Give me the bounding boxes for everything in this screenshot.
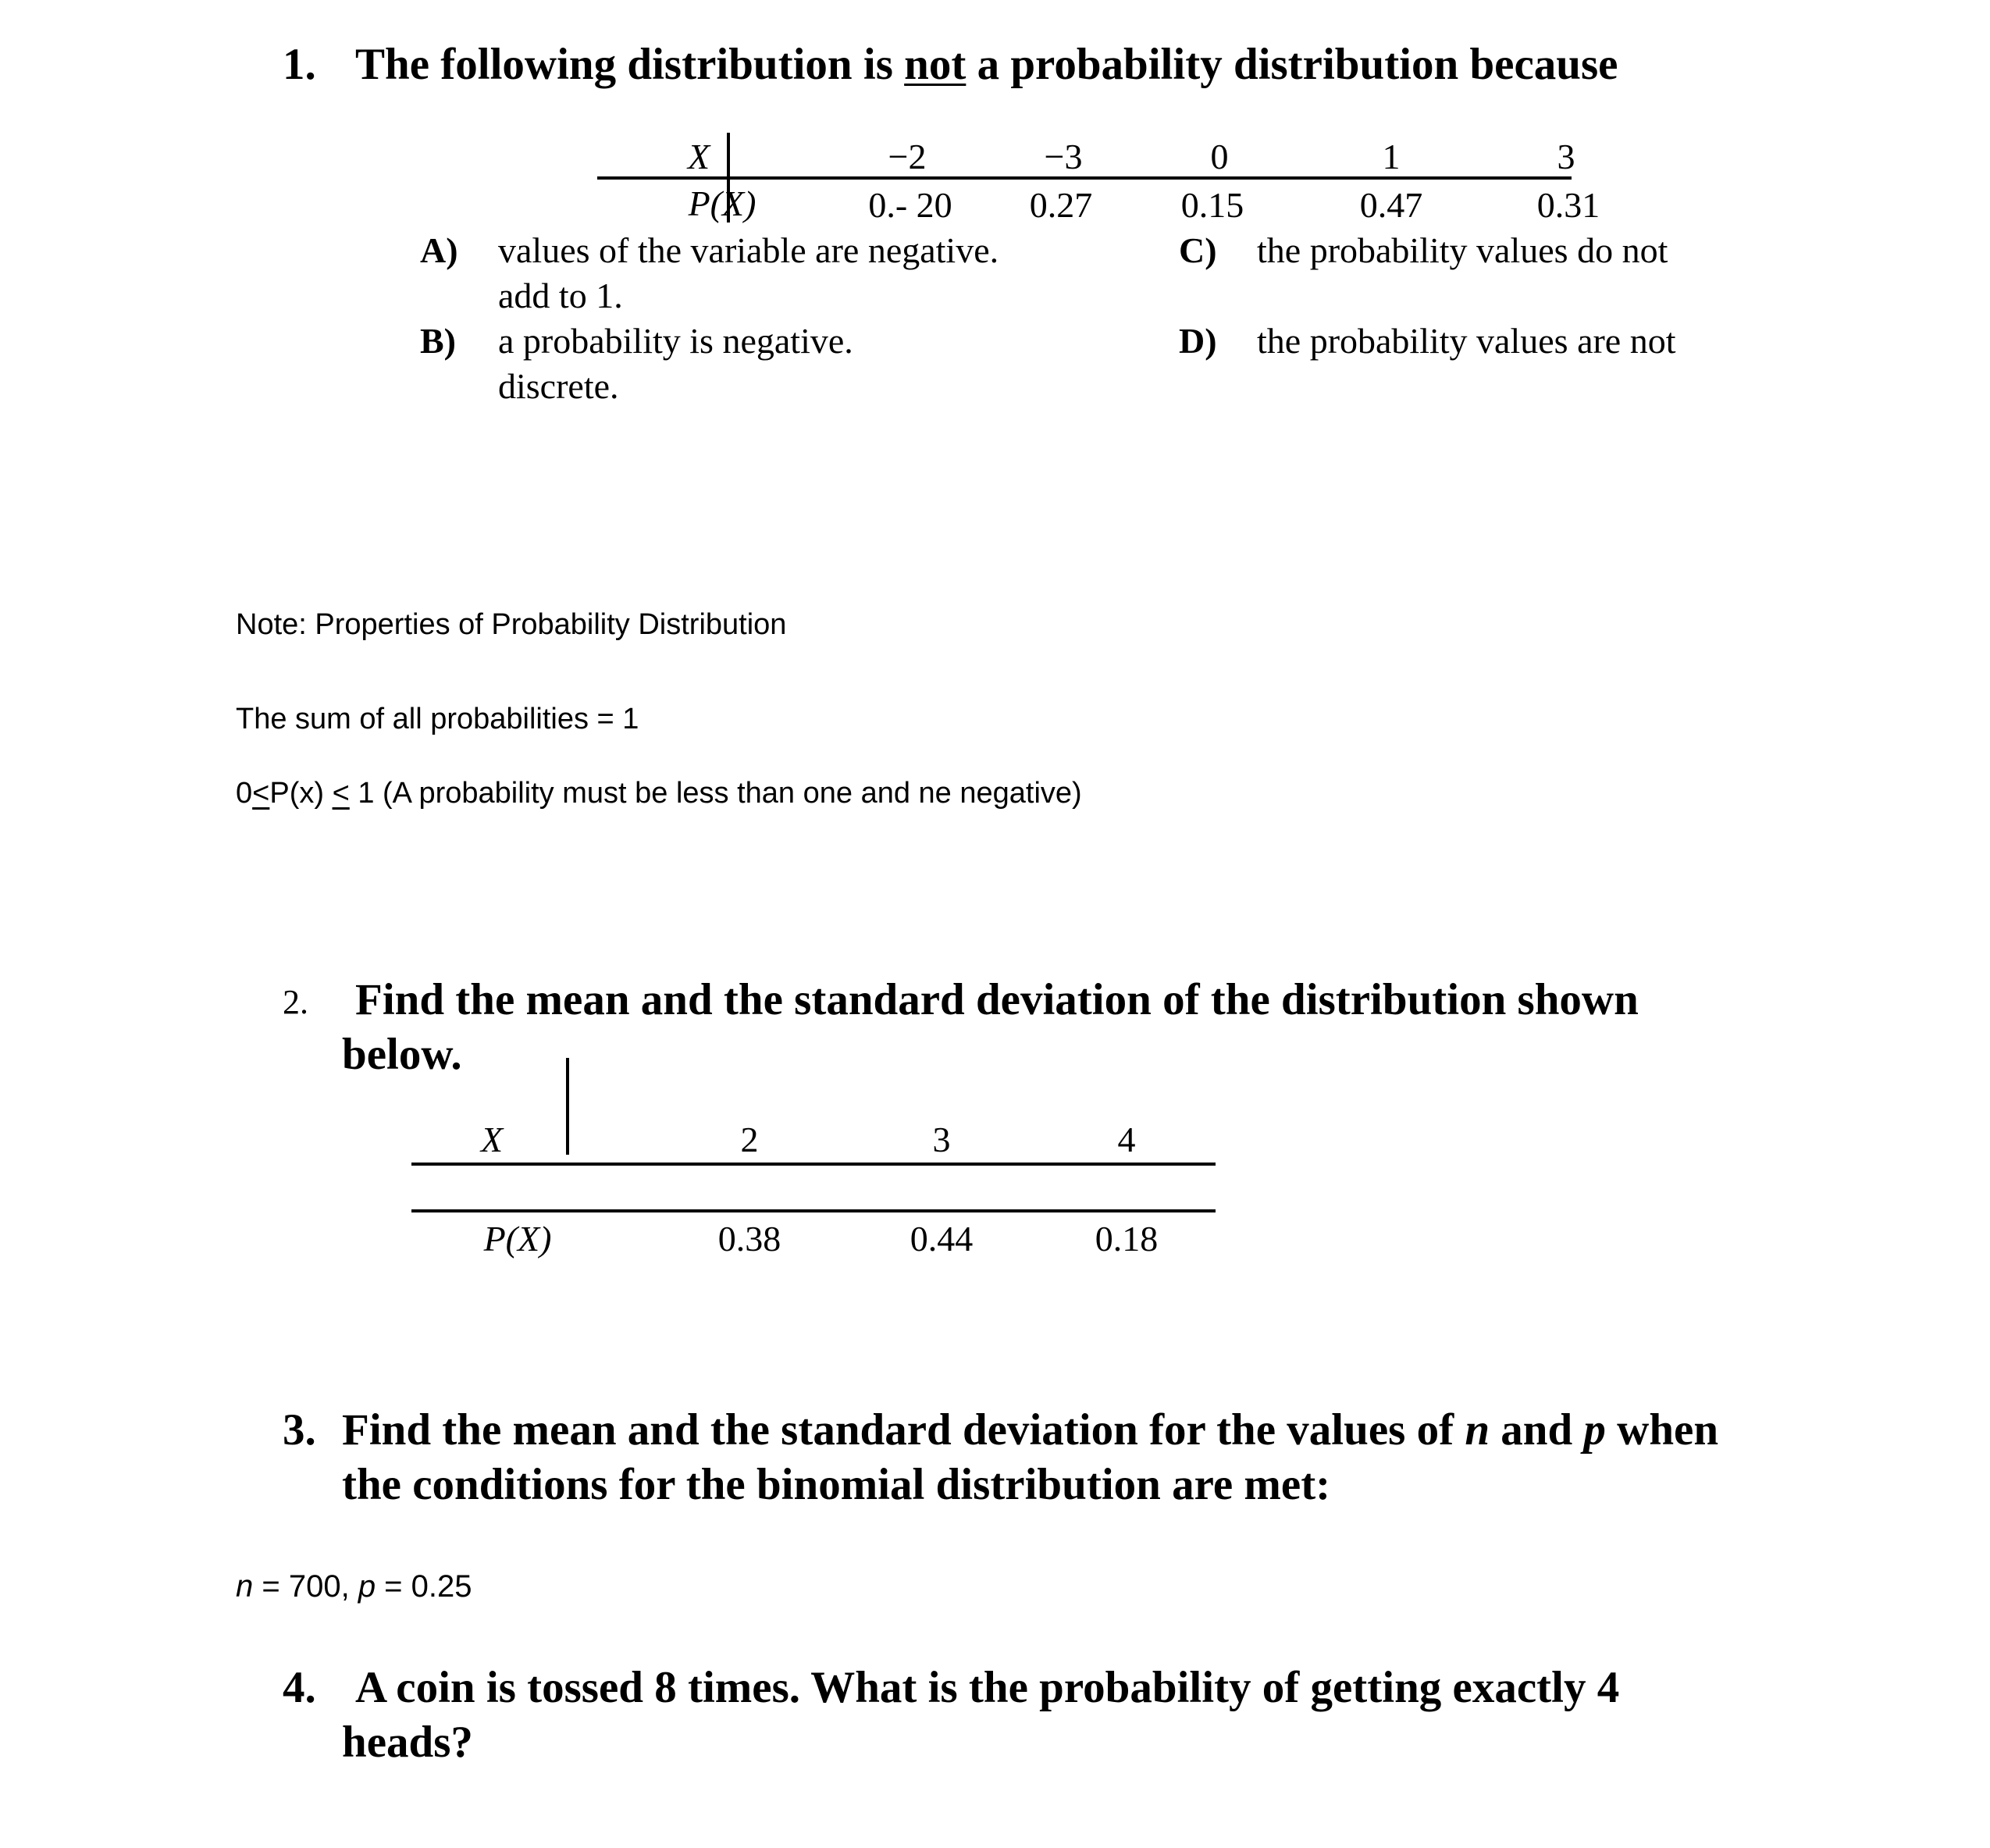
q1-p-value: 0.27 <box>1029 185 1093 225</box>
q2-title-line1: Find the mean and the standard deviation of the distribution shown <box>355 975 1639 1024</box>
q2-x-value: 3 <box>932 1120 951 1159</box>
q1-table-horizontal-rule <box>597 176 1572 180</box>
q2-p-label: P(X) <box>483 1219 552 1259</box>
option-b-letter: B) <box>420 321 456 361</box>
le-symbol: < <box>332 777 350 810</box>
q2-x-value: 2 <box>740 1120 759 1159</box>
q3-number: 3. <box>283 1405 316 1455</box>
option-c-letter: C) <box>1179 230 1217 270</box>
q2-p-value: 0.44 <box>910 1219 974 1259</box>
q1-p-value: 0.47 <box>1359 185 1423 225</box>
q1-title-before: The following distribution is <box>355 40 905 89</box>
q1-p-value: 0.15 <box>1180 185 1244 225</box>
q2-x-label: X <box>480 1120 504 1159</box>
note-line-range: 0<P(x) < 1 (A probability must be less than one and ne negative) <box>236 777 1082 810</box>
option-a-text: values of the variable are negative. <box>498 230 999 270</box>
q1-title <box>355 42 1618 87</box>
option-b-text: a probability is negative. <box>498 321 853 361</box>
q1-x-value: 1 <box>1382 137 1401 176</box>
q1-p-value: 0.- 20 <box>868 185 952 225</box>
q2-number: 2. <box>283 983 308 1021</box>
option-b-text-continued: discrete. <box>498 366 619 406</box>
option-d-text: the probability values are not <box>1257 321 1676 361</box>
q2-title-line2: below. <box>342 1030 462 1079</box>
q2-table-rule-top <box>411 1163 1216 1166</box>
option-a-text-continued: add to 1. <box>498 276 623 315</box>
q1-x-label: X <box>687 137 710 176</box>
q2-p-value: 0.38 <box>717 1219 781 1259</box>
note-heading: Note: Properties of Probability Distribution <box>236 608 787 641</box>
option-d-letter: D) <box>1179 321 1217 361</box>
q1-x-value: 0 <box>1210 137 1229 176</box>
q1-p-label: P(X) <box>688 183 756 223</box>
le-symbol: < <box>252 777 270 810</box>
option-a-letter: A) <box>420 230 458 270</box>
q3-title-line2: the conditions for the binomial distribution are met: <box>342 1460 1331 1509</box>
q4-title-line1: A coin is tossed 8 times. What is the probability of getting exactly 4 <box>355 1663 1620 1712</box>
option-c-text: the probability values do not <box>1257 230 1668 270</box>
var-n: n <box>1465 1405 1490 1455</box>
q1-title-after: a probability distribution because <box>966 40 1618 89</box>
q2-x-value: 4 <box>1117 1120 1136 1159</box>
q3-given-values: n = 700, p = 0.25 <box>236 1569 472 1604</box>
q2-p-value: 0.18 <box>1095 1219 1159 1259</box>
note-line-sum: The sum of all probabilities = 1 <box>236 703 639 735</box>
q1-x-value: 3 <box>1557 137 1575 176</box>
q3-title-line1: Find the mean and the standard deviation for the values of n and p when <box>342 1405 1719 1455</box>
q1-x-value: −3 <box>1044 137 1083 176</box>
q4-title-line2: heads? <box>342 1718 473 1767</box>
q1-title-underlined: not <box>904 40 967 89</box>
q1-number: 1. <box>283 40 316 89</box>
q4-number: 4. <box>283 1663 316 1712</box>
q2-table-rule-bottom <box>411 1209 1216 1212</box>
q1-p-value: 0.31 <box>1536 185 1600 225</box>
var-p: p <box>1583 1405 1606 1455</box>
q1-x-value: −2 <box>888 137 927 176</box>
q2-table-vertical-rule <box>566 1058 569 1155</box>
